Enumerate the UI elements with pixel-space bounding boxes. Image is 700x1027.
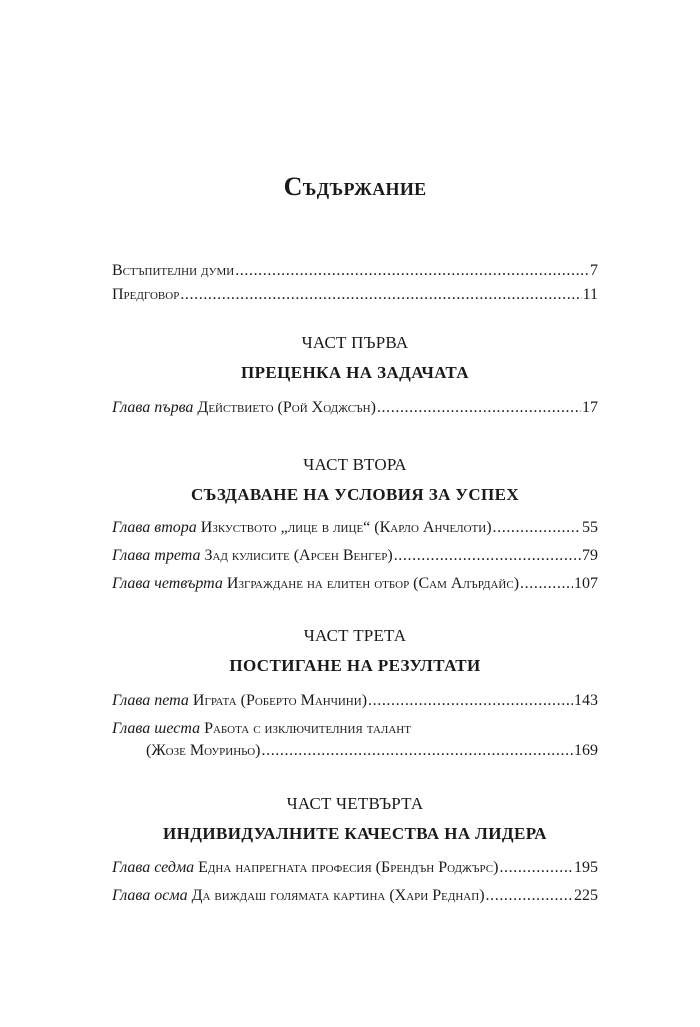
toc-entry-chapter-4[interactable]	[112, 574, 598, 594]
page-number: 107	[574, 575, 598, 592]
leader-dots	[180, 285, 581, 305]
entry-label	[112, 398, 376, 418]
chapter-prefix: Глава първа	[112, 399, 194, 416]
chapter-prefix: Глава трета	[112, 547, 201, 564]
entry-label: Предговор	[112, 286, 180, 303]
chapter-title-continued: (Жозе Моуриньо)	[146, 742, 261, 759]
entry-label	[112, 574, 519, 594]
entry-label	[112, 886, 485, 906]
part-label: ЧАСТ ВТОРА	[303, 455, 407, 474]
entry-label	[112, 546, 393, 566]
chapter-prefix: Глава шеста	[112, 720, 201, 737]
chapter-title: Работа с изключителния талант	[204, 720, 411, 737]
page-number: 143	[574, 692, 598, 709]
leader-dots	[235, 261, 589, 281]
chapter-prefix: Глава четвърта	[112, 575, 223, 592]
chapter-title: Изграждане на елитен отбор (Сам Алърдайс)	[226, 575, 520, 592]
chapter-title: Действието (Рой Ходжсън)	[197, 399, 376, 416]
entry-label	[112, 518, 492, 538]
leader-dots	[377, 398, 581, 418]
part-title: СЪЗДАВАНЕ НА УСЛОВИЯ ЗА УСПЕХ	[190, 485, 520, 504]
part-title: ПОСТИГАНЕ НА РЕЗУЛТАТИ	[229, 656, 481, 675]
page-number: 79	[582, 547, 598, 564]
part-label: ЧАСТ ТРЕТА	[303, 626, 407, 645]
toc-entry-chapter-3[interactable]	[112, 546, 598, 566]
page-number: 17	[582, 399, 598, 416]
toc-entry-chapter-6-line2[interactable]	[146, 741, 598, 761]
toc-entry-introduction[interactable]	[112, 261, 598, 281]
toc-entry-chapter-2[interactable]	[112, 518, 598, 538]
toc-entry-chapter-1[interactable]	[112, 398, 598, 418]
chapter-title: Една напрегната професия (Брендън Роджърс)	[198, 859, 499, 876]
leader-dots	[368, 691, 573, 711]
leader-dots	[493, 518, 581, 538]
entry-label: Встъпителни думи	[112, 262, 235, 279]
entry-label	[112, 691, 367, 711]
chapter-title: Да виждаш голямата картина (Хари Реднап)	[191, 887, 485, 904]
page-number: 7	[590, 262, 598, 279]
toc-entry-chapter-5[interactable]	[112, 691, 598, 711]
toc-entry-chapter-6-line1[interactable]	[112, 719, 411, 739]
entry-label	[112, 858, 498, 878]
part-label: ЧАСТ ЧЕТВЪРТА	[286, 794, 424, 813]
part-title: ПРЕЦЕНКА НА ЗАДАЧАТА	[240, 363, 469, 382]
chapter-prefix: Глава осма	[112, 887, 188, 904]
chapter-title: Зад кулисите (Арсен Венгер)	[204, 547, 393, 564]
toc-entry-chapter-7[interactable]	[112, 858, 598, 878]
leader-dots	[499, 858, 573, 878]
leader-dots	[394, 546, 581, 566]
page-number: 225	[574, 887, 598, 904]
leader-dots	[486, 886, 573, 906]
toc-entry-chapter-8[interactable]	[112, 886, 598, 906]
leader-dots	[262, 741, 574, 761]
part-title: ИНДИВИДУАЛНИТЕ КАЧЕСТВА НА ЛИДЕРА	[163, 824, 547, 843]
part-label: ЧАСТ ПЪРВА	[301, 333, 409, 352]
page-title: Съдържание	[283, 172, 427, 201]
page-number: 195	[574, 859, 598, 876]
page-number: 169	[574, 742, 598, 759]
toc-entry-foreword[interactable]	[112, 285, 598, 305]
chapter-prefix: Глава втора	[112, 519, 197, 536]
chapter-title: Изкуството „лице в лице“ (Карло Анчелоти)	[200, 519, 492, 536]
page-number: 55	[582, 519, 598, 536]
leader-dots	[520, 574, 573, 594]
page-number: 11	[582, 286, 598, 303]
chapter-prefix: Глава пета	[112, 692, 189, 709]
chapter-title: Играта (Роберто Манчини)	[192, 692, 368, 709]
chapter-prefix: Глава седма	[112, 859, 195, 876]
